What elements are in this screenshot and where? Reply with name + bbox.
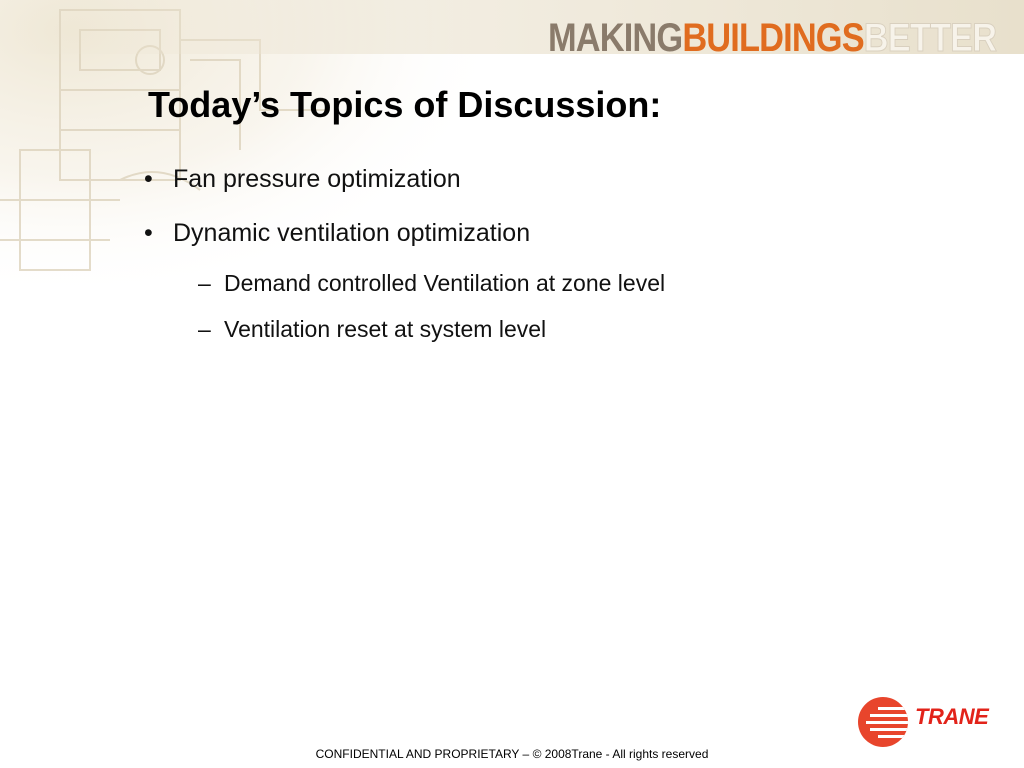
dash-marker: – — [198, 316, 211, 342]
topic-list — [144, 160, 665, 360]
bullet-text: Fan pressure optimization — [173, 165, 461, 193]
bullet-marker: • — [144, 219, 153, 247]
bullet-marker: • — [144, 165, 153, 193]
sub-bullet-text: Ventilation reset at system level — [224, 316, 547, 342]
footer-text: CONFIDENTIAL AND PROPRIETARY – © 2008Trane - All rights reserved — [315, 747, 709, 761]
tagline-making: MAKING — [547, 16, 683, 60]
tagline-buildings: BUILDINGS — [682, 16, 864, 60]
tagline-better: BETTER — [863, 16, 996, 60]
trane-circle-icon — [856, 694, 912, 750]
sub-bullet-text: Demand controlled Ventilation at zone level — [224, 270, 666, 296]
bullet-item — [144, 160, 665, 198]
bullet-item — [144, 214, 665, 252]
dash-marker: – — [198, 270, 211, 296]
sub-bullet-item — [144, 266, 665, 300]
trane-wordmark: TRANE — [915, 704, 989, 729]
sub-bullet-item — [144, 312, 665, 346]
trane-logo — [856, 694, 1012, 750]
bullet-text: Dynamic ventilation optimization — [173, 219, 531, 247]
making-buildings-better-tagline — [548, 16, 996, 60]
slide-title: Today’s Topics of Discussion: — [148, 84, 662, 125]
